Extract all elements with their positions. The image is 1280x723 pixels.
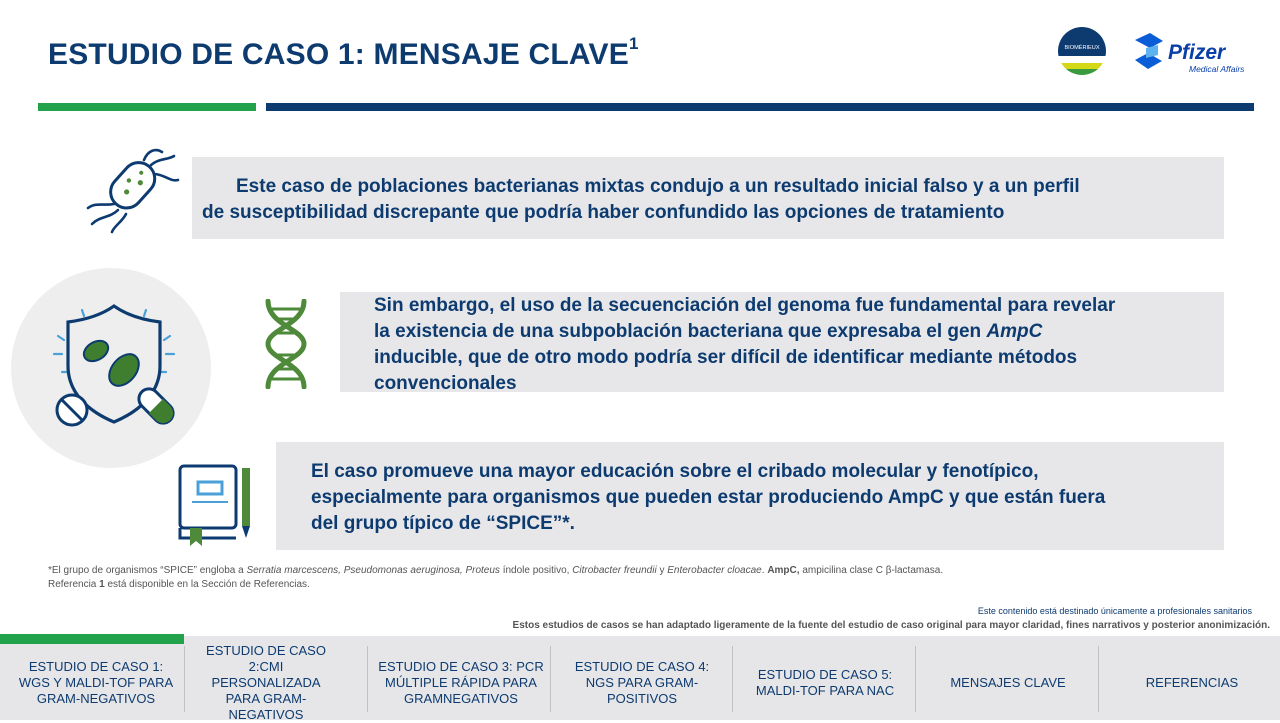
footnote-part: está disponible en la Sección de Referencias. bbox=[104, 579, 310, 590]
nav-divider bbox=[550, 646, 551, 712]
page-title-text: ESTUDIO DE CASO 1: MENSAJE CLAVE bbox=[48, 38, 629, 71]
professional-disclaimer: Este contenido está destinado únicamente a profesionales sanitarios bbox=[977, 606, 1252, 616]
nav-tab-case-2[interactable]: ESTUDIO DE CASO 2:CMI PERSONALIZADA PARA GRAM-NEGATIVOS bbox=[206, 643, 326, 722]
nav-divider bbox=[732, 646, 733, 712]
pfizer-logo-name: Pfizer bbox=[1168, 41, 1226, 64]
title-accent-green bbox=[38, 103, 256, 111]
footnote-spice bbox=[48, 565, 943, 576]
footnote-part: índole positivo, bbox=[499, 565, 573, 576]
text-line: inducible, que de otro modo podría ser difícil de identificar mediante métodos bbox=[374, 347, 1078, 368]
footnote-part: Enterobacter cloacae bbox=[667, 565, 762, 576]
nav-divider bbox=[367, 646, 368, 712]
text-line: Este caso de poblaciones bacterianas mixtas condujo a un resultado inicial falso y a un perfil bbox=[236, 176, 1080, 197]
biomerieux-logo-text: BIOMÉRIEUX bbox=[1064, 45, 1100, 51]
nav-tab-case-5[interactable]: ESTUDIO DE CASO 5: MALDI-TOF PARA NAC bbox=[755, 667, 895, 698]
text-line: convencionales bbox=[374, 373, 517, 394]
text-line: Sin embargo, el uso de la secuenciación del genoma fue fundamental para revelar bbox=[374, 295, 1116, 316]
footnote-reference bbox=[48, 579, 310, 590]
key-message-text-3 bbox=[311, 459, 1221, 537]
nav-tab-case-3[interactable]: ESTUDIO DE CASO 3: PCR MÚLTIPLE RÁPIDA PARA GRAMNEGATIVOS bbox=[378, 659, 544, 706]
text-line: El caso promueve una mayor educación sobre el cribado molecular y fenotípico, bbox=[311, 461, 1039, 482]
book-pencil-icon bbox=[176, 462, 256, 548]
nav-divider bbox=[184, 646, 185, 712]
page-title-sup: 1 bbox=[628, 34, 639, 53]
text-line: especialmente para organismos que pueden estar produciendo AmpC y que están fuera bbox=[311, 487, 1106, 508]
adaptation-note: Estos estudios de casos se han adaptado ligeramente de la fuente del estudio de caso original para mayor claridad, fines narrativos y posterior anonimización. bbox=[512, 620, 1270, 631]
pfizer-logo-sub: Medical Affairs bbox=[1189, 64, 1245, 74]
biomerieux-logo bbox=[1058, 27, 1106, 75]
nav-tab-case-1[interactable]: ESTUDIO DE CASO 1: WGS Y MALDI-TOF PARA GRAM-NEGATIVOS bbox=[18, 659, 174, 706]
footnote-part: . bbox=[761, 565, 768, 576]
nav-divider bbox=[915, 646, 916, 712]
page-title bbox=[48, 34, 639, 72]
footnote-part: *El grupo de organismos “SPICE” engloba a bbox=[48, 565, 247, 576]
text-line bbox=[374, 319, 1220, 345]
nav-tab-case-4[interactable]: ESTUDIO DE CASO 4: NGS PARA GRAM-POSITIVOS bbox=[574, 659, 710, 706]
key-message-text-2 bbox=[374, 293, 1220, 397]
footnote-part: Citrobacter freundii bbox=[572, 565, 657, 576]
footnote-part: Referencia bbox=[48, 579, 100, 590]
key-message-text-1 bbox=[202, 174, 1212, 226]
footnote-part: AmpC, bbox=[767, 565, 800, 576]
text-line: de susceptibilidad discrepante que podría haber confundido las opciones de tratamiento bbox=[202, 202, 1005, 223]
text-segment: la existencia de una subpoblación bacteriana que expresaba el gen bbox=[374, 321, 987, 342]
footnote-part: ampicilina clase C β-lactamasa. bbox=[799, 565, 944, 576]
shield-bacteria-icon bbox=[44, 296, 184, 436]
footnote-part: y bbox=[656, 565, 668, 576]
dna-icon bbox=[262, 299, 310, 389]
nav-tab-references[interactable]: REFERENCIAS bbox=[1145, 675, 1239, 690]
pfizer-logo bbox=[1132, 28, 1262, 76]
title-accent-blue bbox=[266, 103, 1254, 111]
nav-divider bbox=[1098, 646, 1099, 712]
footnote-part: 1 bbox=[99, 579, 105, 590]
gene-name: AmpC bbox=[986, 321, 1043, 342]
footnote-part: Serratia marcescens, Pseudomonas aeruginosa, Proteus bbox=[246, 565, 500, 576]
text-line: del grupo típico de “SPICE”*. bbox=[311, 513, 575, 534]
bacterium-icon bbox=[82, 144, 180, 234]
nav-active-indicator bbox=[0, 634, 184, 644]
nav-tab-key-messages[interactable]: MENSAJES CLAVE bbox=[950, 675, 1066, 690]
